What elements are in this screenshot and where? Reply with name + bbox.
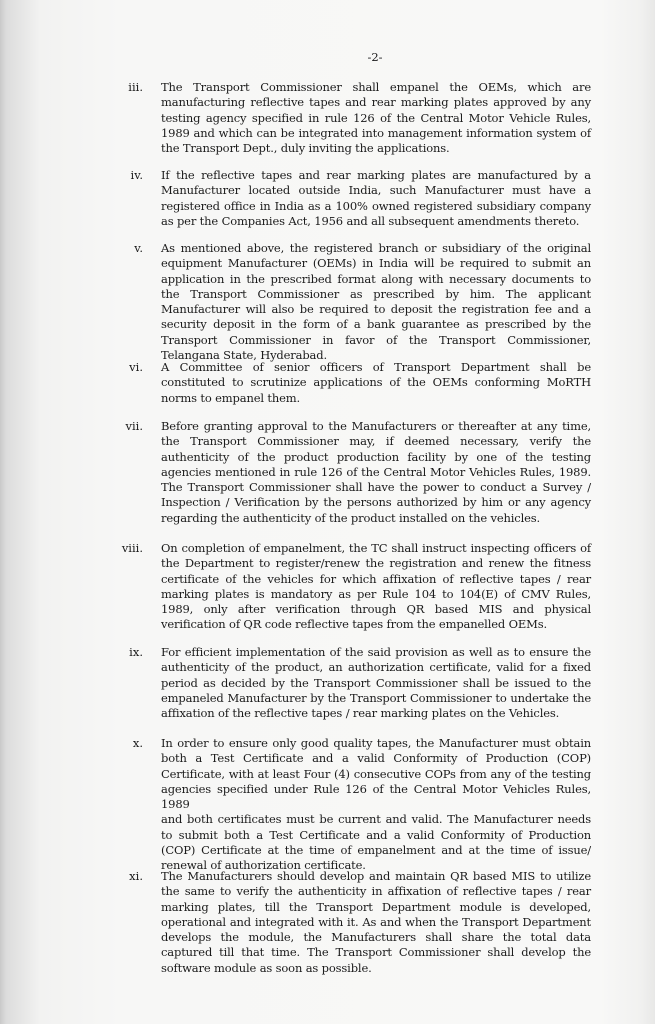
clause-numeral: vii. [125, 419, 143, 433]
clause-text: A Committee of senior officers of Transport Department shall be constituted to scrutinize applications of the OEMs conforming MoRTH norms to empanel them. [161, 360, 591, 405]
clause-numeral: x. [132, 736, 143, 750]
clause-xi [100, 869, 650, 976]
clause-iv [100, 168, 650, 229]
clause-numeral: vi. [129, 360, 143, 374]
clause-numeral: iii. [128, 80, 143, 94]
clause-numeral: viii. [121, 541, 143, 555]
clause-text: For efficient implementation of the said provision as well as to ensure the authenticity of the product, an authorization certificate, valid for a fixed period as decided by the Transport Commissioner shall be issued to the empaneled Manufacturer by the Transport Commissioner to undertake the affixation of the reflective tapes / rear marking plates on the Vehicles. [161, 645, 591, 721]
clause-text: The Transport Commissioner shall empanel the OEMs, which are manufacturing reflective tapes and rear marking plates approved by any testing agency specified in rule 126 of the Central Motor Vehicle Rules, 1989 and which can be integrated into management information system of the Transport Dept., duly inviting the applications. [161, 80, 591, 156]
clause-x [100, 736, 650, 874]
clause-numeral: xi. [129, 869, 143, 883]
clause-viii [100, 541, 650, 633]
clause-v [100, 241, 650, 363]
clause-text: Before granting approval to the Manufacturers or thereafter at any time, the Transport Commissioner may, if deemed necessary, verify the authenticity of the product production facility by one of the testing agencies mentioned in rule 126 of the Central Motor Vehicles Rules, 1989. The Transport Commissioner shall have the power to conduct a Survey / Inspection / Verification by the persons authorized by him or any agency regarding the authenticity of the product installed on the vehicles. [161, 419, 591, 525]
clause-text: The Manufacturers should develop and maintain QR based MIS to utilize the same to verify the authenticity in affixation of reflective tapes / rear marking plates, till the Transport Department module is developed, operational and integrated with it. As and when the Transport Department develops the module, the Manufacturers shall share the total data captured till that time. The Transport Commissioner shall develop the software module as soon as possible. [161, 869, 591, 975]
clause-vi [100, 360, 650, 406]
clause-text-continued: and both certificates must be current and valid. The Manufacturer needs to submit both a Test Certificate and a valid Conformity of Production (COP) Certificate at the time of empanelment and at the time of issue/ renewal of authorization certificate. [161, 812, 591, 873]
clause-vii [100, 419, 650, 526]
clause-iii [100, 80, 650, 156]
clause-numeral: v. [134, 241, 143, 255]
clause-text: As mentioned above, the registered branch or subsidiary of the original equipment Manufacturer (OEMs) in India will be required to submit an application in the prescribed format along with necessary documents to the Transport Commissioner as prescribed by him. The applicant Manufacturer will also be required to deposit the registration fee and a security deposit in the form of a bank guarantee as prescribed by the Transport Commissioner in favor of the Transport Commissioner, Telangana State, Hyderabad. [161, 241, 591, 363]
clause-ix [100, 645, 650, 721]
clause-text: On completion of empanelment, the TC shall instruct inspecting officers of the Department to register/renew the registration and renew the fitness certificate of the vehicles for which affixation of reflective tapes / rear marking plates is mandatory as per Rule 104 to 104(E) of CMV Rules, 1989, only after verification through QR based MIS and physical verification of QR code reflective tapes from the empanelled OEMs. [161, 541, 591, 632]
clause-numeral: iv. [130, 168, 143, 182]
clause-text: If the reflective tapes and rear marking plates are manufactured by a Manufacturer located outside India, such Manufacturer must have a registered office in India as a 100% owned registered subsidiary company as per the Companies Act, 1956 and all subsequent amendments thereto. [161, 168, 591, 228]
clause-text: In order to ensure only good quality tapes, the Manufacturer must obtain both a Test Certificate and a valid Conformity of Production (COP) Certificate, with at least Four (4) consecutive COPs from any of the testing agencies specified under Rule 126 of the Central Motor Vehicles Rules, 1989 [161, 736, 591, 812]
clause-text-block [161, 736, 591, 874]
clause-numeral: ix. [129, 645, 143, 659]
page-number: -2- [367, 50, 383, 64]
